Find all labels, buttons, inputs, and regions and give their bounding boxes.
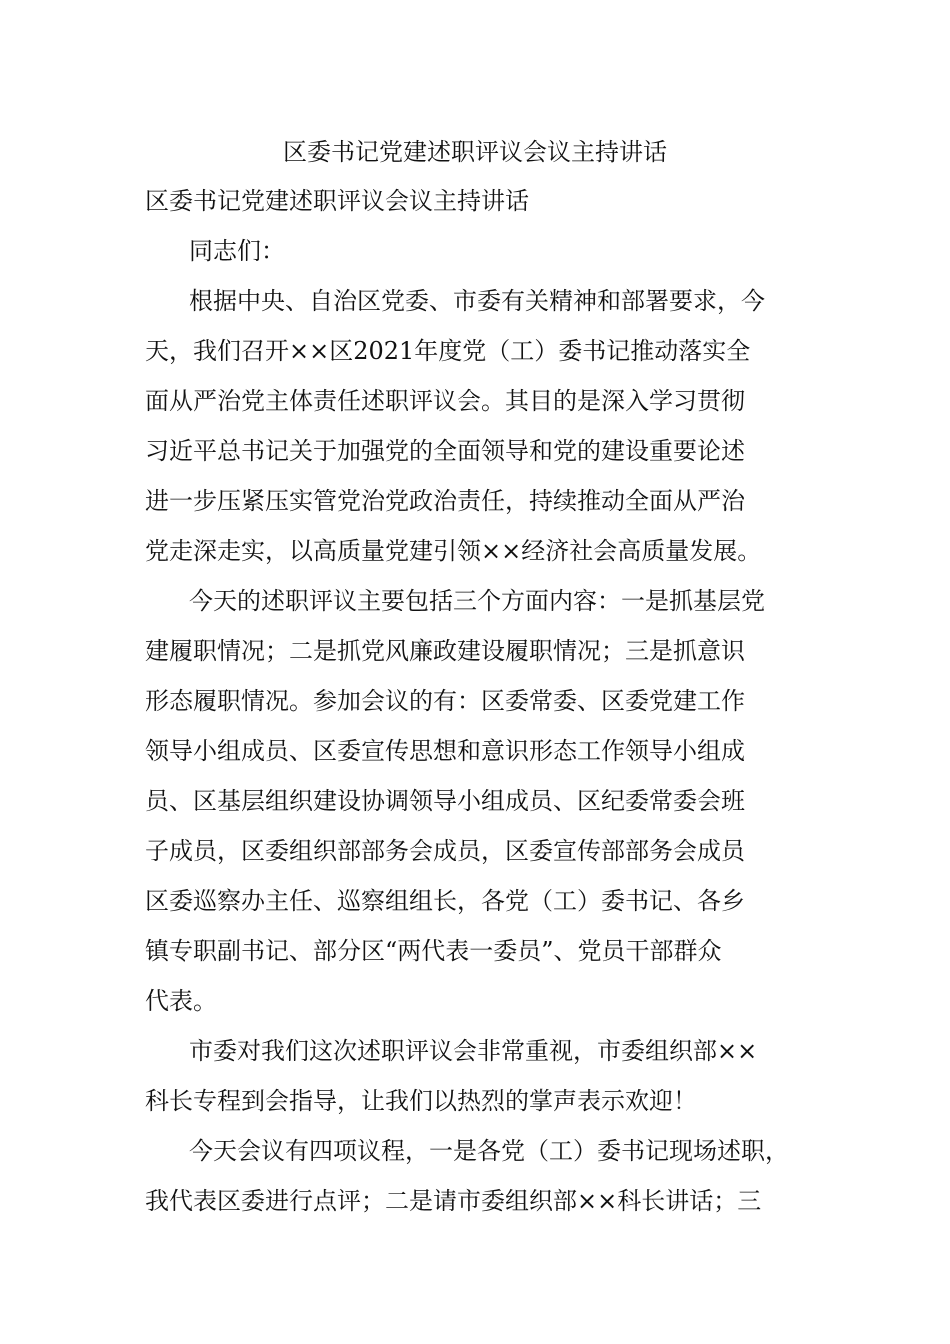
paragraph-line: 进一步压紧压实管党治党政治责任，持续推动全面从严治 — [145, 487, 745, 515]
document-body — [145, 183, 825, 1233]
paragraph-line: 党走深走实，以高质量党建引领××经济社会高质量发展。 — [145, 537, 762, 565]
paragraph-line: 科长专程到会指导，让我们以热烈的掌声表示欢迎！ — [145, 1087, 697, 1115]
paragraph-line: 建履职情况；二是抓党风廉政建设履职情况；三是抓意识 — [145, 637, 745, 665]
paragraph-line: 我代表区委进行点评；二是请市委组织部××科长讲话；三 — [145, 1187, 762, 1215]
document-title: 区委书记党建述职评议会议主持讲话 — [283, 138, 667, 166]
paragraph-line: 习近平总书记关于加强党的全面领导和党的建设重要论述 — [145, 437, 745, 465]
paragraph-line: 镇专职副书记、部分区“两代表一委员”、党员干部群众 — [145, 937, 722, 965]
paragraph-line: 市委对我们这次述职评议会非常重视，市委组织部×× — [189, 1037, 758, 1065]
paragraph-line: 子成员，区委组织部部务会成员，区委宣传部部务会成员 — [145, 837, 745, 865]
paragraph-line: 面从严治党主体责任述职评议会。其目的是深入学习贯彻 — [145, 387, 745, 415]
paragraph-line: 根据中央、自治区党委、市委有关精神和部署要求，今 — [189, 287, 765, 315]
salutation-line: 同志们： — [189, 237, 285, 265]
paragraph-line: 今天会议有四项议程，一是各党（工）委书记现场述职， — [189, 1137, 789, 1165]
paragraph-line: 员、区基层组织建设协调领导小组成员、区纪委常委会班 — [145, 787, 745, 815]
paragraph-line: 代表。 — [145, 987, 217, 1015]
subtitle-line: 区委书记党建述职评议会议主持讲话 — [145, 187, 529, 215]
paragraph-line: 天，我们召开××区2021年度党（工）委书记推动落实全 — [145, 337, 751, 365]
paragraph-line: 今天的述职评议主要包括三个方面内容：一是抓基层党 — [189, 587, 765, 615]
paragraph-line: 形态履职情况。参加会议的有：区委常委、区委党建工作 — [145, 687, 745, 715]
paragraph-line: 区委巡察办主任、巡察组组长，各党（工）委书记、各乡 — [145, 887, 745, 915]
paragraph-line: 领导小组成员、区委宣传思想和意识形态工作领导小组成 — [145, 737, 745, 765]
